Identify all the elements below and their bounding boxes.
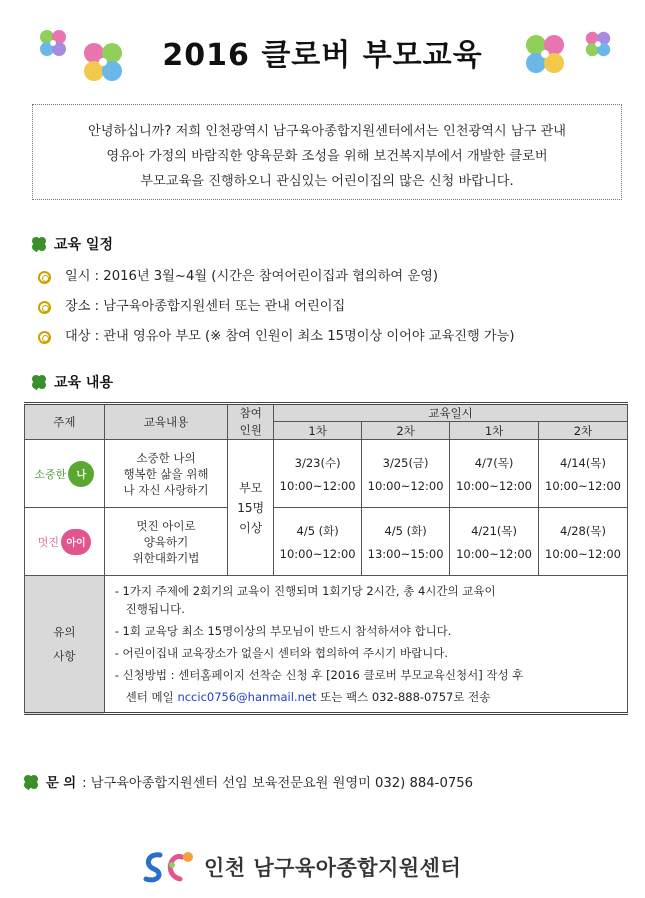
list-item [38, 292, 515, 322]
time-text: 10:00~12:00 [456, 478, 532, 493]
schedule-item-text: 대상 : 관내 영유아 부모 (※ 참여 인원이 최소 15명이상 이어야 교육진행 가능) [65, 329, 515, 344]
table-row [25, 440, 628, 508]
topic-badge: 아이 [61, 529, 91, 555]
contact-text: : 남구육아종합지원센터 선임 보육전문요원 원영미 032) 884-0756 [82, 776, 473, 791]
topic-cell [25, 508, 105, 576]
content-heading-label: 교육 내용 [54, 375, 113, 391]
clover-leaf-icon [22, 773, 40, 791]
intro-line: 부모교육을 진행하오니 관심있는 어린이집의 많은 신청 바랍니다. [140, 174, 514, 189]
topic-label: 소중한 [34, 467, 67, 481]
note-line: - 1가지 주제에 2회기의 교육이 진행되며 1회기당 2시간, 총 4시간의 교육이 [114, 584, 496, 598]
date-cell [274, 508, 362, 576]
date-text: 4/21(목) [471, 523, 517, 538]
footer-logo [140, 846, 500, 888]
date-text: 4/28(목) [560, 523, 606, 538]
time-text: 10:00~12:00 [545, 546, 621, 561]
time-text: 10:00~12:00 [456, 546, 532, 561]
date-cell [450, 508, 539, 576]
clover-leaf-icon [30, 373, 48, 391]
clover-decoration-icon [520, 30, 570, 80]
time-text: 10:00~12:00 [545, 478, 621, 493]
note-line [115, 686, 621, 708]
time-text: 10:00~12:00 [367, 478, 444, 493]
note-text: 또는 팩스 032-888-0757로 전송 [316, 690, 491, 704]
schedule-list [38, 262, 515, 352]
topic-image-precious-me [34, 461, 94, 487]
email-link[interactable]: nccic0756@hanmail.net [177, 690, 317, 704]
double-circle-bullet-icon [38, 331, 51, 344]
org-name: 인천 남구육아종합지원센터 [204, 856, 462, 880]
note-line: 진행됩니다. [114, 602, 185, 616]
schedule-item-text: 일시 : 2016년 3월~4월 (시간은 참여어린이집과 협의하여 운영) [65, 269, 438, 284]
list-item [38, 322, 515, 352]
schedule-heading-label: 교육 일정 [54, 237, 113, 253]
date-text: 3/23(수) [294, 455, 341, 470]
content-cell: 소중한 나의 행복한 삶을 위해 나 자신 사랑하기 [104, 440, 228, 508]
page-title: 2016 클로버 부모교육 [162, 38, 483, 73]
header-dates: 교육일시 [274, 404, 628, 422]
topic-cell [25, 440, 105, 508]
note-line: - 1회 교육당 최소 15명이상의 부모님이 반드시 참석하셔야 합니다. [114, 624, 452, 638]
date-text: 4/7(목) [474, 455, 514, 470]
header-round: 1차 [450, 422, 539, 440]
clover-decoration-icon [582, 28, 614, 60]
clover-leaf-icon [30, 235, 48, 253]
time-text: 13:00~15:00 [367, 546, 444, 561]
date-cell [539, 440, 628, 508]
double-circle-bullet-icon [38, 301, 51, 314]
date-cell [450, 440, 539, 508]
date-text: 4/5 (화) [296, 523, 339, 538]
time-text: 10:00~12:00 [279, 546, 356, 561]
note-text: 센터 메일 [114, 690, 178, 704]
list-item [38, 262, 515, 292]
intro-line: 안녕하십니까? 저희 인천광역시 남구육아종합지원센터에서는 인천광역시 남구 관내 [87, 124, 567, 139]
title-banner [0, 22, 645, 82]
org-logo-icon [140, 847, 196, 887]
contact-label: 문 의 [46, 776, 77, 791]
time-text: 10:00~12:00 [279, 478, 356, 493]
date-cell [539, 508, 628, 576]
date-cell [274, 440, 362, 508]
header-participants: 참여 인원 [228, 404, 274, 440]
contact-line [22, 772, 473, 791]
topic-badge: 나 [68, 461, 94, 487]
content-heading [30, 372, 113, 392]
date-text: 4/14(목) [560, 455, 606, 470]
double-circle-bullet-icon [38, 271, 51, 284]
table-row [25, 508, 628, 576]
participants-cell: 부모 15명 이상 [228, 440, 274, 576]
note-line: - 어린이집내 교육장소가 없을시 센터와 협의하여 주시기 바랍니다. [114, 646, 449, 660]
header-round: 2차 [539, 422, 628, 440]
topic-image-wonderful-child [38, 529, 91, 555]
date-cell [362, 508, 450, 576]
date-text: 3/25(금) [382, 455, 429, 470]
notes-label-cell: 유의 사항 [25, 576, 105, 714]
header-round: 2차 [362, 422, 450, 440]
schedule-item-text: 장소 : 남구육아종합지원센터 또는 관내 어린이집 [65, 299, 346, 314]
education-table [24, 402, 628, 715]
topic-label: 멋진 [37, 535, 59, 549]
header-topic: 주제 [25, 404, 105, 440]
note-line: - 신청방법 : 센터홈페이지 선착순 신청 후 [2016 클로버 부모교육신청서] 작성 후 [114, 668, 524, 682]
intro-line: 영유아 가정의 바람직한 양육문화 조성을 위해 보건복지부에서 개발한 클로버 [106, 149, 548, 164]
date-cell [362, 440, 450, 508]
date-text: 4/5 (화) [384, 523, 427, 538]
notes-cell [104, 576, 627, 714]
intro-box [32, 104, 622, 200]
table-row [25, 576, 628, 714]
content-cell: 멋진 아이로 양육하기 위한대화기법 [104, 508, 228, 576]
schedule-heading [30, 234, 113, 254]
header-round: 1차 [274, 422, 362, 440]
header-content: 교육내용 [104, 404, 228, 440]
